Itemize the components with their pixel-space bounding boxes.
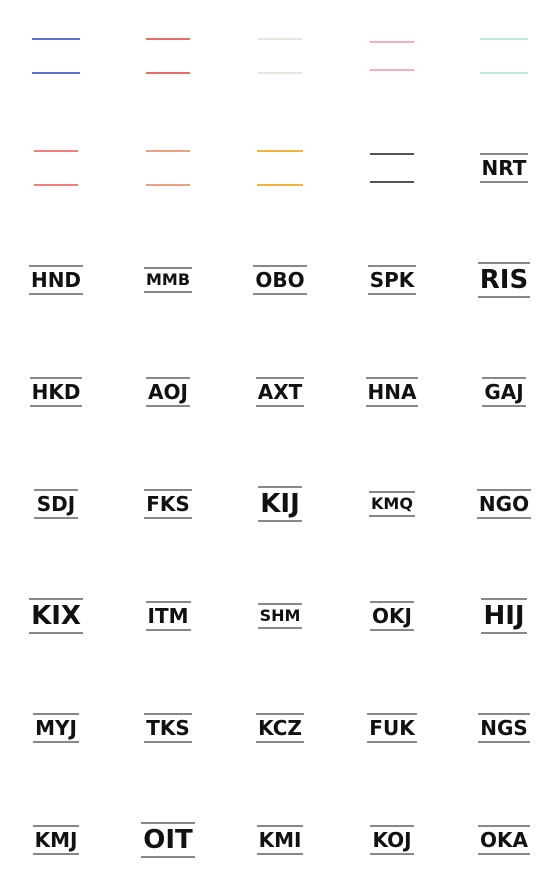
badge-cell[interactable]	[112, 0, 224, 112]
badge-bottom-rule	[253, 293, 306, 295]
badge-cell[interactable]	[224, 784, 336, 896]
code-badge	[478, 713, 530, 743]
badge-code-text: KMI	[258, 828, 302, 852]
badge-cell[interactable]	[112, 336, 224, 448]
badge-cell[interactable]	[224, 112, 336, 224]
badge-cell[interactable]	[0, 560, 112, 672]
badge-bottom-rule	[32, 72, 80, 74]
badge-bottom-rule	[256, 405, 305, 407]
code-badge	[370, 601, 414, 631]
badge-cell[interactable]	[0, 672, 112, 784]
badge-code-text: BC	[148, 153, 188, 183]
code-badge	[29, 265, 83, 295]
badge-code-text: ITM	[147, 604, 189, 628]
badge-bottom-rule	[146, 405, 190, 407]
badge-bottom-rule	[33, 853, 80, 855]
badge-cell[interactable]	[336, 672, 448, 784]
code-badge	[370, 153, 414, 183]
badge-code-text: JPN	[372, 156, 412, 180]
badge-cell[interactable]	[0, 784, 112, 896]
badge-bottom-rule	[480, 181, 529, 183]
code-badge	[481, 598, 526, 634]
code-badge	[370, 41, 414, 71]
code-badge	[144, 489, 192, 519]
code-badge	[257, 150, 303, 186]
badge-bottom-rule	[482, 405, 526, 407]
badge-code-text: NGO	[478, 492, 530, 516]
badge-bottom-rule	[144, 741, 192, 743]
badge-cell[interactable]	[112, 224, 224, 336]
code-badge	[368, 265, 417, 295]
badge-cell[interactable]	[448, 672, 560, 784]
badge-bottom-rule	[29, 632, 83, 634]
badge-cell[interactable]	[448, 112, 560, 224]
badge-bottom-rule	[478, 741, 530, 743]
badge-cell[interactable]	[112, 112, 224, 224]
code-badge	[477, 489, 531, 519]
code-badge	[366, 377, 419, 407]
badge-bottom-rule	[477, 517, 531, 519]
badge-code-text: MM	[372, 44, 412, 68]
badge-bottom-rule	[478, 853, 530, 855]
badge-code-text: KCZ	[258, 716, 302, 740]
code-badge	[33, 713, 79, 743]
code-badge	[253, 265, 306, 295]
badge-code-text: FUK	[369, 716, 415, 740]
badge-bottom-rule	[370, 69, 414, 71]
badge-cell[interactable]	[224, 560, 336, 672]
badge-cell[interactable]	[224, 336, 336, 448]
badge-cell[interactable]	[0, 0, 112, 112]
badge-bottom-rule	[370, 181, 414, 183]
code-badge	[258, 486, 302, 522]
badge-bottom-rule	[34, 517, 78, 519]
code-badge	[480, 38, 527, 74]
badge-cell[interactable]	[448, 784, 560, 896]
badge-bottom-rule	[370, 629, 414, 631]
badge-code-text: D7	[36, 153, 76, 183]
badge-bottom-rule	[144, 517, 192, 519]
badge-code-text: OKA	[480, 828, 528, 852]
code-badge	[478, 262, 530, 298]
badge-code-text: JW	[260, 41, 300, 71]
badge-code-text: KIJ	[260, 489, 300, 519]
code-badge	[482, 377, 526, 407]
badge-cell[interactable]	[336, 224, 448, 336]
badge-code-text: KIX	[31, 601, 81, 631]
badge-cell[interactable]	[336, 784, 448, 896]
code-badge	[258, 603, 303, 629]
code-badge	[258, 38, 302, 74]
badge-code-text: HNA	[367, 380, 417, 404]
badge-code-text: HD	[482, 41, 526, 71]
badge-bottom-rule	[144, 291, 192, 293]
code-badge	[256, 377, 305, 407]
badge-bottom-rule	[29, 293, 83, 295]
badge-cell[interactable]	[448, 224, 560, 336]
badge-cell[interactable]	[448, 336, 560, 448]
badge-bottom-rule	[30, 405, 83, 407]
badge-code-text: MMB	[145, 270, 191, 289]
badge-bottom-rule	[257, 853, 304, 855]
badge-code-text: TKS	[146, 716, 190, 740]
badge-code-text: GK	[259, 153, 301, 183]
badge-cell[interactable]	[112, 448, 224, 560]
badge-cell[interactable]	[336, 448, 448, 560]
code-badge	[146, 601, 191, 631]
badge-code-text: NRT	[481, 156, 527, 180]
badge-bottom-rule	[481, 632, 526, 634]
badge-cell[interactable]	[112, 560, 224, 672]
badge-code-text: FKS	[146, 492, 190, 516]
code-badge	[34, 489, 78, 519]
badge-code-text: AOJ	[148, 380, 188, 404]
badge-cell[interactable]	[336, 0, 448, 112]
badge-cell[interactable]	[448, 448, 560, 560]
badge-cell[interactable]	[336, 560, 448, 672]
badge-cell[interactable]	[224, 224, 336, 336]
code-badge	[257, 825, 304, 855]
code-badge	[144, 713, 192, 743]
code-badge	[256, 713, 304, 743]
badge-bottom-rule	[478, 296, 530, 298]
badge-bottom-rule	[256, 741, 304, 743]
badge-cell[interactable]	[112, 784, 224, 896]
badge-bottom-rule	[34, 184, 78, 186]
code-badge	[33, 825, 80, 855]
code-badge	[146, 377, 190, 407]
badge-code-text: NH	[34, 41, 78, 71]
badge-bottom-rule	[257, 184, 303, 186]
code-badge	[480, 153, 529, 183]
badge-bottom-rule	[370, 853, 414, 855]
badge-code-text: RIS	[479, 265, 529, 295]
code-badge	[30, 377, 83, 407]
badge-bottom-rule	[33, 741, 79, 743]
badge-code-text: KMJ	[34, 828, 78, 852]
badge-cell[interactable]	[224, 672, 336, 784]
code-badge	[32, 38, 80, 74]
badge-cell[interactable]	[448, 0, 560, 112]
badge-cell[interactable]	[224, 448, 336, 560]
badge-code-text: JL	[154, 41, 182, 71]
badge-cell[interactable]	[0, 112, 112, 224]
badge-bottom-rule	[366, 405, 419, 407]
code-badge	[478, 825, 530, 855]
code-badge	[146, 150, 190, 186]
badge-code-text: MYJ	[35, 716, 77, 740]
badge-bottom-rule	[258, 627, 303, 629]
badge-code-text: NGS	[480, 716, 528, 740]
badge-code-text: KMQ	[371, 494, 413, 513]
badge-code-text: HND	[30, 268, 82, 292]
badge-code-text: SHM	[259, 606, 301, 625]
code-badge	[29, 598, 83, 634]
badge-code-text: KOJ	[372, 828, 412, 852]
badge-code-text: OIT	[143, 825, 193, 855]
badge-cell[interactable]	[336, 112, 448, 224]
badge-bottom-rule	[258, 520, 302, 522]
badge-cell[interactable]	[448, 560, 560, 672]
code-badge	[144, 267, 192, 293]
badge-bottom-rule	[368, 293, 417, 295]
badge-bottom-rule	[146, 629, 191, 631]
badge-bottom-rule	[480, 72, 527, 74]
badge-code-text: GAJ	[484, 380, 524, 404]
badge-cell[interactable]	[224, 0, 336, 112]
badge-cell[interactable]	[336, 336, 448, 448]
badge-bottom-rule	[258, 72, 302, 74]
badge-code-text: HKD	[31, 380, 81, 404]
badge-bottom-rule	[369, 515, 415, 517]
badge-bottom-rule	[146, 184, 190, 186]
code-badge	[146, 38, 190, 74]
badge-code-text: OKJ	[372, 604, 412, 628]
code-badge	[367, 713, 416, 743]
badge-cell[interactable]	[112, 672, 224, 784]
badge-code-text: SPK	[369, 268, 415, 292]
badge-code-text: OBO	[255, 268, 305, 292]
badge-code-text: HIJ	[483, 601, 525, 631]
code-badge	[141, 822, 195, 858]
code-badge	[370, 825, 414, 855]
code-badge	[34, 150, 78, 186]
badge-bottom-rule	[146, 72, 190, 74]
badge-cell[interactable]	[0, 336, 112, 448]
badge-code-text: SDJ	[36, 492, 76, 516]
code-badge	[369, 491, 415, 517]
badge-code-text: AXT	[257, 380, 303, 404]
badge-cell[interactable]	[0, 448, 112, 560]
badge-cell[interactable]	[0, 224, 112, 336]
badge-bottom-rule	[141, 856, 195, 858]
badge-bottom-rule	[367, 741, 416, 743]
